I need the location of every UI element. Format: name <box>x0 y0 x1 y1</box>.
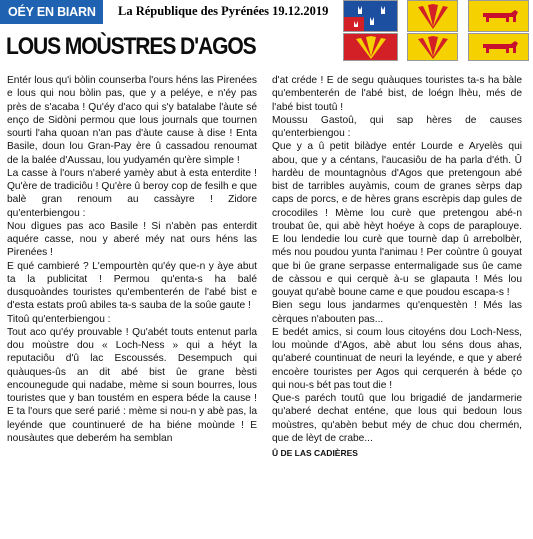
article-body <box>0 74 533 539</box>
paragraph: Que y a û petit bilàdye entér Lourde e Aryelès qui abou, que y a céntans, l'aucasiôu de ha parla d'éth. Û hardèu de mountagnòus d'Agos que pretengoun abé bist de tarribles auyàmis, coum de granes sèrps dap caps de porcs, e de hères grans escrèpis dap gules de crocodiles ! Mème lou curè que pretengou abé-n troubat ûe, qui abè hèyt hoéye à cops de paraplouye. E lou lendedie lou curè que tournè dap û arrebolbèr, més nou poudou yunta l'animau ! Per coùntre û gouyat que bi ûe grane serpasse entermaligade sus ûe came de càssou e qui cerquè à-u se glapauta ! Més lou gouyat qu'abè boune came e que poudou escapa-s ! <box>272 141 522 298</box>
fan-icon <box>408 1 458 32</box>
right-column <box>272 74 522 460</box>
paragraph: Tout aco qu'éy prouvable ! Qu'abét touts entenut parla dou moùstre dou « Loch-Ness » qui a héyt la reputaciôu d'û lac Escoussés. Desempuch qui quàuques-ûs an dit abé bist ûe grane bèsti encounegude qui nadabe, mème si soun bourres, lous touristes que y ban toustém en espera béde la cause ! E ta l'ours que seré parié : mème si nou-n y abè pas, la leyénde que countinueré de ha biéne moùnde ! E nousàutes que deberém ha semblan <box>7 326 257 444</box>
left-column <box>7 74 257 445</box>
fan-flag-2 <box>407 33 458 61</box>
fleur-de-lis-icon <box>344 1 398 32</box>
author-signature: Û DE LAS CADIÈRES <box>272 448 358 458</box>
paragraph: Bien segu lous jandarmes qu'enquestèn ! Més las cèrques n'abouten pas... <box>272 300 522 325</box>
paragraph: Titoû qu'enterbiengou : <box>7 313 111 325</box>
cow-icon <box>469 34 529 61</box>
newspaper-masthead: La République des Pyrénées 19.12.2019 <box>118 4 329 18</box>
article-title: LOUS MOÙSTRES D'AGOS <box>6 33 256 60</box>
fan-flag <box>343 33 398 61</box>
section-tag: OÉY EN BIARN <box>0 0 103 24</box>
paragraph: d'at créde ! E de segu quàuques touristes ta-s ha bàle qu'embenterén de l'abé bist, de loégn lhèu, més de l'abé bist toutû ! <box>272 75 522 113</box>
lily-flag <box>343 0 398 32</box>
fan-icon <box>408 34 458 61</box>
paragraph: Moussu Gastoû, qui sap hères de causes qu'enterbiengou : <box>272 114 522 139</box>
cow-icon <box>469 1 529 32</box>
flag-panel <box>343 0 529 62</box>
fan-icon <box>344 34 398 61</box>
paragraph: Que-s paréch toutû que lou brigadié de jandarmerie qu'aberé dechat enténe, que lous qui bedoun lous moùstres, qu'abèn bebut méy de chuc dou chermén, que de lèyt de crabe... <box>272 393 522 444</box>
cow-flag-2 <box>468 33 529 61</box>
paragraph: E bedét amics, si coum lous citoyéns dou Loch-Ness, lou moùnde d'Agos, abè abut lou séns dous ahas, qu'aberé countinuat de neuri la leyénde, e que y aberé encoère touristes per Agos qui cerquerén à béde ço qui nou-s bét pas tout die ! <box>272 326 522 391</box>
cow-flag <box>468 0 529 32</box>
paragraph: La casse à l'ours n'aberé yamèy abut à esta enterdite ! Qu'ère de tradiciôu ! Qu'ère û beroy cop de fesilh e que balè gran renoum au cassàyre ! Zidore qu'enterbiengou : <box>7 167 257 219</box>
paragraph: E qué cambieré ? L'empourtèn qu'éy que-n y àye abut ta la publicitat ! Permou qu'enta-s ha balé dusquoàndes touristes qu'embenterén de l'abé bist e d'esta estats proû abiles ta-s sauba de la soûe gaute ! <box>7 260 257 312</box>
paragraph: Nou dìgues pas aco Basile ! Si n'abèn pas enterdit aquére casse, nou y aberé méy nat ours héns las Pirenées ! <box>7 220 257 259</box>
stripe-flag <box>407 0 458 32</box>
paragraph: Entér lous qu'i bòlin counserba l'ours héns las Pirenées e lous qui nou bòlin pas, que y a peléye, e n'éy pas près de s'acaba ! Qu'éy d'aco qui s'y batalabe l'àute sé enço de Sidòni permou que lous journals que tournen sourti l'aha quoan n'an pas d'àute cause à dise ! Enta Basile, doun lou Gran-Pay ère û cassadou renoumat de la balée d'Aussau, lou yudyamén qu'ère sìmple ! <box>7 75 257 166</box>
